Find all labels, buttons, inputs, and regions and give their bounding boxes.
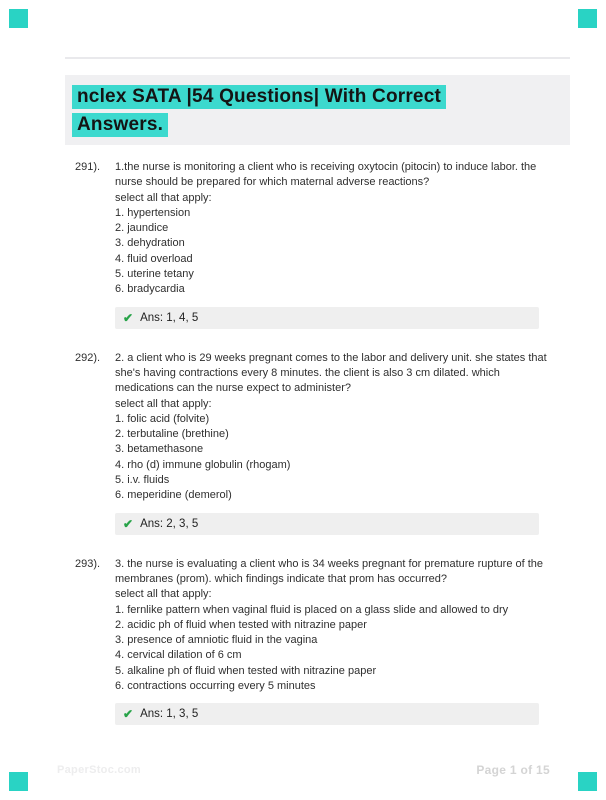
check-icon: ✔ xyxy=(123,707,134,722)
option-line: 3. betamethasone xyxy=(115,443,204,456)
question-text-line: 1.the nurse is monitoring a client who is receiving oxytocin (pitocin) to induce labor. the xyxy=(115,161,537,173)
question-number: 293). xyxy=(75,557,101,570)
corner-marker-top-left xyxy=(9,9,28,28)
select-all-label: select all that apply: xyxy=(115,588,212,601)
option-line: 6. contractions occurring every 5 minutes xyxy=(115,680,316,693)
header-divider xyxy=(65,57,570,59)
title-section xyxy=(65,75,570,145)
corner-marker-bottom-left xyxy=(9,772,28,791)
select-all-label: select all that apply: xyxy=(115,191,212,204)
answer-box xyxy=(115,703,539,725)
title-line-1: nclex SATA |54 Questions| With Correct xyxy=(72,85,446,109)
option-line: 1. hypertension xyxy=(115,206,191,219)
answer-text: Ans: 2, 3, 5 xyxy=(140,517,199,530)
answer-text: Ans: 1, 3, 5 xyxy=(140,708,199,721)
questions-list xyxy=(0,160,606,747)
check-icon: ✔ xyxy=(123,310,134,325)
option-line: 4. fluid overload xyxy=(115,252,193,265)
watermark: PaperStoc.com xyxy=(57,764,141,776)
answer-box xyxy=(115,307,539,329)
question-text-line: membranes (prom). which findings indicate that prom has occurred? xyxy=(115,572,447,585)
question-body xyxy=(115,160,539,329)
question-text-line: nurse should be prepared for which maternal adverse reactions? xyxy=(115,176,430,189)
option-line: 2. acidic ph of fluid when tested with nitrazine paper xyxy=(115,618,367,631)
question-text-line: 3. the nurse is evaluating a client who is 34 weeks pregnant for premature rupture of the xyxy=(115,557,544,570)
question-text-line: she's having contractions every 8 minutes. the client is also 3 cm dilated. which xyxy=(115,366,500,379)
option-line: 3. presence of amniotic fluid in the vagina xyxy=(115,634,318,647)
option-line: 5. alkaline ph of fluid when tested with nitrazine paper xyxy=(115,664,377,677)
check-icon: ✔ xyxy=(123,516,134,531)
option-line: 1. folic acid (folvite) xyxy=(115,412,210,425)
answer-box xyxy=(115,513,539,535)
question-number: 291). xyxy=(75,161,101,173)
select-all-label: select all that apply: xyxy=(115,397,212,410)
option-line: 2. terbutaline (brethine) xyxy=(115,428,229,441)
question-block-292 xyxy=(0,351,606,535)
corner-marker-bottom-right xyxy=(578,772,597,791)
question-number: 292). xyxy=(75,351,101,364)
title-line-2: Answers. xyxy=(72,113,168,137)
question-body xyxy=(115,351,547,535)
option-line: 1. fernlike pattern when vaginal fluid is placed on a glass slide and allowed to dry xyxy=(115,603,509,616)
option-line: 3. dehydration xyxy=(115,237,185,250)
answer-text: Ans: 1, 4, 5 xyxy=(140,311,199,324)
option-line: 2. jaundice xyxy=(115,222,169,235)
question-text-line: medications can the nurse expect to administer? xyxy=(115,382,352,395)
page-indicator: Page 1 of 15 xyxy=(476,763,550,777)
option-line: 5. i.v. fluids xyxy=(115,474,170,487)
question-text-line: 2. a client who is 29 weeks pregnant comes to the labor and delivery unit. she states that xyxy=(115,351,547,364)
option-line: 4. rho (d) immune globulin (rhogam) xyxy=(115,458,291,471)
option-line: 6. meperidine (demerol) xyxy=(115,489,232,502)
question-block-293 xyxy=(0,557,606,726)
option-line: 4. cervical dilation of 6 cm xyxy=(115,649,242,662)
option-line: 6. bradycardia xyxy=(115,283,185,296)
corner-marker-top-right xyxy=(578,9,597,28)
option-line: 5. uterine tetany xyxy=(115,268,194,281)
page-title xyxy=(65,75,570,147)
question-body xyxy=(115,557,544,726)
question-block-291 xyxy=(0,160,606,329)
